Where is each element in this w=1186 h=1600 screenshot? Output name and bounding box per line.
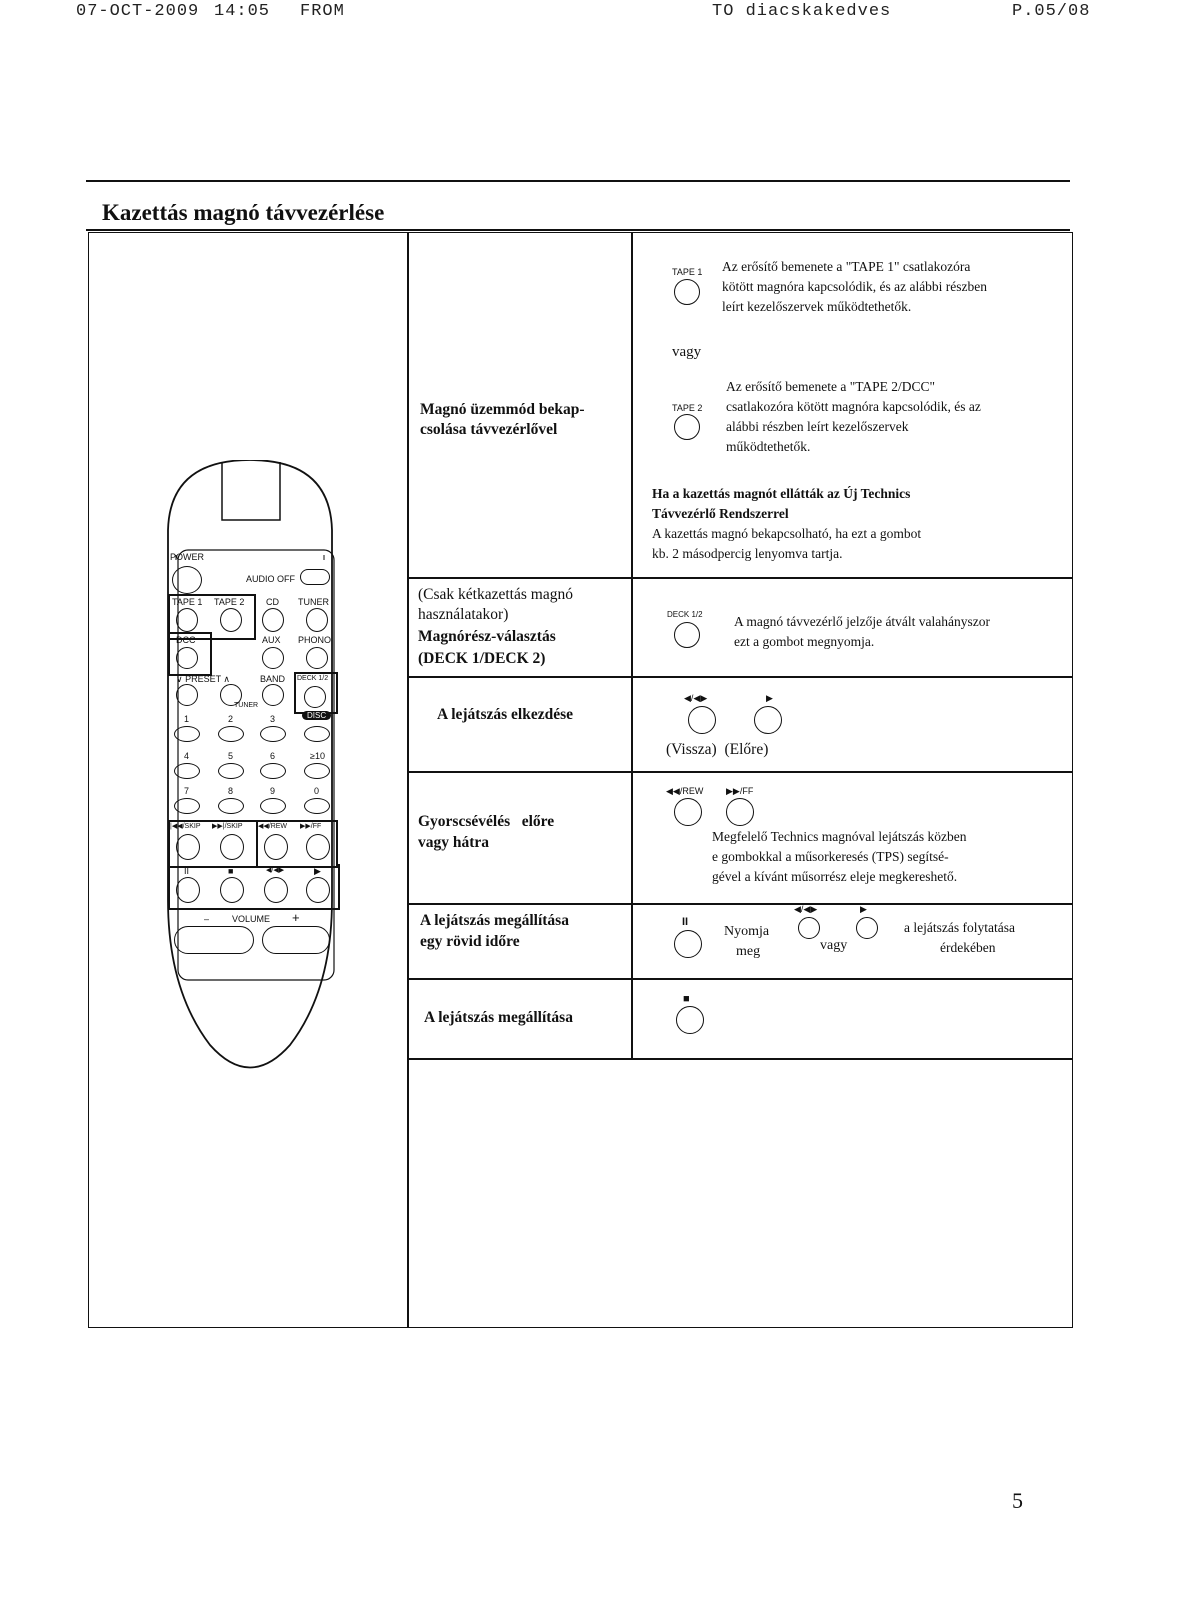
remote-tuner-label: TUNER <box>298 597 329 607</box>
press-text: Nyomja <box>724 924 770 939</box>
row2-label-bold1: Magnórész-választás <box>418 628 556 645</box>
pause-button[interactable] <box>674 930 702 958</box>
num-label: 7 <box>184 786 190 796</box>
remote-phono-label: PHONO <box>298 635 332 645</box>
num-key[interactable] <box>218 798 244 814</box>
num-key[interactable] <box>260 798 286 814</box>
tape1-text-1: Az erősítő bemenete a "TAPE 1" csatlakozóra <box>722 259 971 274</box>
audio-off-button[interactable] <box>300 569 330 585</box>
tps-text-3: gével a kívánt műsorrész eleje megkereshető. <box>712 869 958 884</box>
remote-play-button[interactable] <box>306 877 330 903</box>
tape2-button[interactable] <box>674 414 700 440</box>
press-text-2: meg <box>736 944 761 959</box>
column-divider <box>407 232 409 1328</box>
row2-label-line1: (Csak kétkazettás magnó <box>418 586 573 603</box>
num-label: 2 <box>228 714 234 724</box>
remote-cd-button[interactable] <box>262 608 284 632</box>
remote-dcc-button[interactable] <box>176 647 198 669</box>
remote-reverse-play-button[interactable] <box>264 877 288 903</box>
note-text-2: kb. 2 másodpercig lenyomva tartja. <box>652 546 843 561</box>
tape2-button-label: TAPE 2 <box>672 403 703 413</box>
row2-label-bold2: (DECK 1/DECK 2) <box>418 650 546 667</box>
row1-label-line1: Magnó üzemmód bekap- <box>420 401 585 418</box>
remote-tape2-label: TAPE 2 <box>214 597 245 607</box>
remote-skip-back-button[interactable] <box>176 834 200 860</box>
remote-phono-button[interactable] <box>306 647 328 669</box>
play-button[interactable] <box>754 706 782 734</box>
remote-play-label: ▶ <box>314 866 321 876</box>
resume-text-2: érdekében <box>940 940 996 955</box>
row-divider <box>407 1058 1073 1060</box>
play-label: ▶ <box>766 693 773 703</box>
reverse-play-label: ◀/◀▶ <box>684 693 708 703</box>
row4-label-line1: Gyorscsévélés előre <box>418 813 555 830</box>
reverse-play-button[interactable] <box>688 706 716 734</box>
remote-skip-fwd-button[interactable] <box>220 834 244 860</box>
remote-rew-label: ◀◀/REW <box>258 823 288 830</box>
remote-ff-button[interactable] <box>306 834 330 860</box>
deck-text-1: A magnó távvezérlő jelzője átvált valahányszor <box>734 614 991 629</box>
remote-preset-down-button[interactable] <box>176 684 198 706</box>
num-label: 3 <box>270 714 276 724</box>
num-label: 1 <box>184 714 190 724</box>
row3-label: A lejátszás elkezdése <box>437 706 574 723</box>
note-bold-1: Ha a kazettás magnót ellátták az Új Technics <box>652 486 911 501</box>
row4-label-line2: vagy hátra <box>418 834 490 851</box>
remote-reverse-label: ◀/◀▶ <box>266 867 285 874</box>
rew-label: ◀◀/REW <box>666 786 704 796</box>
page-title: Kazettás magnó távvezérlése <box>102 200 385 225</box>
remote-pause-label: II <box>184 866 190 876</box>
ff-button[interactable] <box>726 798 754 826</box>
remote-tape1-button[interactable] <box>176 608 198 632</box>
num-key[interactable] <box>304 798 330 814</box>
num-key[interactable] <box>260 763 286 779</box>
note-text-1: A kazettás magnó bekapcsolható, ha ezt a gombot <box>652 526 922 541</box>
remote-stop-button[interactable] <box>220 877 244 903</box>
volume-label: VOLUME <box>232 914 271 924</box>
audio-off-label: AUDIO OFF <box>246 574 295 584</box>
num-key[interactable] <box>218 763 244 779</box>
num-key[interactable] <box>174 726 200 742</box>
note-bold-2: Távvezérlő Rendszerrel <box>652 506 789 521</box>
column-divider <box>631 232 633 1058</box>
remote-deck-button[interactable] <box>304 686 326 708</box>
volume-plus-label: + <box>292 910 300 925</box>
num-key[interactable] <box>174 798 200 814</box>
num-label: ≥10 <box>310 751 325 761</box>
remote-tuner-sub-label: TUNER <box>234 702 259 709</box>
rew-button[interactable] <box>674 798 702 826</box>
remote-aux-label: AUX <box>262 635 281 645</box>
tps-text-1: Megfelelő Technics magnóval lejátszás közben <box>712 829 967 844</box>
fax-page: P.05/08 <box>1012 2 1091 21</box>
tape2-text-1: Az erősítő bemenete a "TAPE 2/DCC" <box>726 379 936 394</box>
deck-button[interactable] <box>674 622 700 648</box>
or-text: vagy <box>672 344 702 360</box>
remote-pause-button[interactable] <box>176 877 200 903</box>
tape1-text-2: kötött magnóra kapcsolódik, és az alábbi részben <box>722 279 988 294</box>
remote-rew-button[interactable] <box>264 834 288 860</box>
row-divider <box>407 771 1073 773</box>
stop-label: ■ <box>683 993 690 1005</box>
fax-time: 14:05 <box>214 2 271 21</box>
tape2-text-4: működtethetők. <box>726 439 811 454</box>
remote-ff-label: ▶▶/FF <box>300 823 322 830</box>
row-divider <box>407 903 1073 905</box>
resume-play-button[interactable] <box>856 917 878 939</box>
volume-down-button[interactable] <box>174 926 254 954</box>
fax-date: 07-OCT-2009 <box>76 2 200 21</box>
tape1-button[interactable] <box>674 279 700 305</box>
num-key[interactable] <box>304 763 330 779</box>
num-label: 5 <box>228 751 234 761</box>
remote-disc-label: DISC <box>302 711 331 720</box>
power-label: POWER <box>170 552 205 562</box>
ff-label: ▶▶/FF <box>726 786 754 796</box>
remote-tape2-button[interactable] <box>220 608 242 632</box>
title-top-rule <box>86 180 1070 182</box>
tape2-text-3: alábbi részben leírt kezelőszervek <box>726 419 909 434</box>
row2-label-line2: használatakor) <box>418 606 509 623</box>
remote-cd-label: CD <box>266 597 279 607</box>
tape1-text-3: leírt kezelőszervek működtethetők. <box>722 299 912 314</box>
row5-label-line1: A lejátszás megállítása <box>420 912 569 929</box>
row5-label-line2: egy rövid időre <box>420 933 520 950</box>
resume-reverse-button[interactable] <box>798 917 820 939</box>
num-label: 9 <box>270 786 276 796</box>
remote-dcc-label: DCC <box>176 635 196 645</box>
row-divider <box>407 978 1073 980</box>
deck-button-label: DECK 1/2 <box>667 610 703 619</box>
row6-label: A lejátszás megállítása <box>424 1009 573 1026</box>
remote-skip-fwd-label: ▶▶|/SKIP <box>212 823 243 830</box>
page-number: 5 <box>1012 1488 1023 1513</box>
row-divider <box>407 676 1073 678</box>
or-text-2: vagy <box>820 938 848 953</box>
num-label: 4 <box>184 751 190 761</box>
remote-stop-label: ■ <box>228 866 234 876</box>
remote-band-label: BAND <box>260 674 286 684</box>
num-label: 8 <box>228 786 234 796</box>
num-key[interactable] <box>174 763 200 779</box>
resume-reverse-label: ◀/◀▶ <box>794 904 818 914</box>
resume-text-1: a lejátszás folytatása <box>904 920 1015 935</box>
play-caption: (Vissza) (Előre) <box>666 741 769 758</box>
num-key[interactable] <box>218 726 244 742</box>
tape1-button-label: TAPE 1 <box>672 267 703 277</box>
num-label: 6 <box>270 751 276 761</box>
num-key[interactable] <box>304 726 330 742</box>
remote-skip-back-label: |◀◀/SKIP <box>170 823 201 830</box>
tps-text-2: e gombokkal a műsorkeresés (TPS) segítsé- <box>712 849 949 864</box>
num-label: 0 <box>314 786 320 796</box>
row1-label-line2: csolása távvezérlővel <box>420 421 558 438</box>
remote-tape1-label: TAPE 1 <box>172 597 203 607</box>
pause-label: II <box>682 916 689 928</box>
fax-to: TO diacskakedves <box>712 2 892 21</box>
remote-preset-label: ∨ PRESET ∧ <box>176 674 231 684</box>
volume-minus-label: – <box>204 914 210 924</box>
remote-aux-button[interactable] <box>262 647 284 669</box>
deck-text-2: ezt a gombot megnyomja. <box>734 634 875 649</box>
fax-from: FROM <box>300 2 345 21</box>
num-key[interactable] <box>260 726 286 742</box>
tape2-text-2: csatlakozóra kötött magnóra kapcsolódik, és az <box>726 399 981 414</box>
remote-deck-label: DECK 1/2 <box>297 675 329 682</box>
power-button[interactable] <box>172 566 202 594</box>
remote-tuner-button[interactable] <box>306 608 328 632</box>
stop-button[interactable] <box>676 1006 704 1034</box>
row-divider <box>407 577 1073 579</box>
volume-up-button[interactable] <box>262 926 330 954</box>
resume-play-label: ▶ <box>860 904 867 914</box>
title-bottom-rule <box>86 229 1070 231</box>
remote-band-button[interactable] <box>262 684 284 706</box>
